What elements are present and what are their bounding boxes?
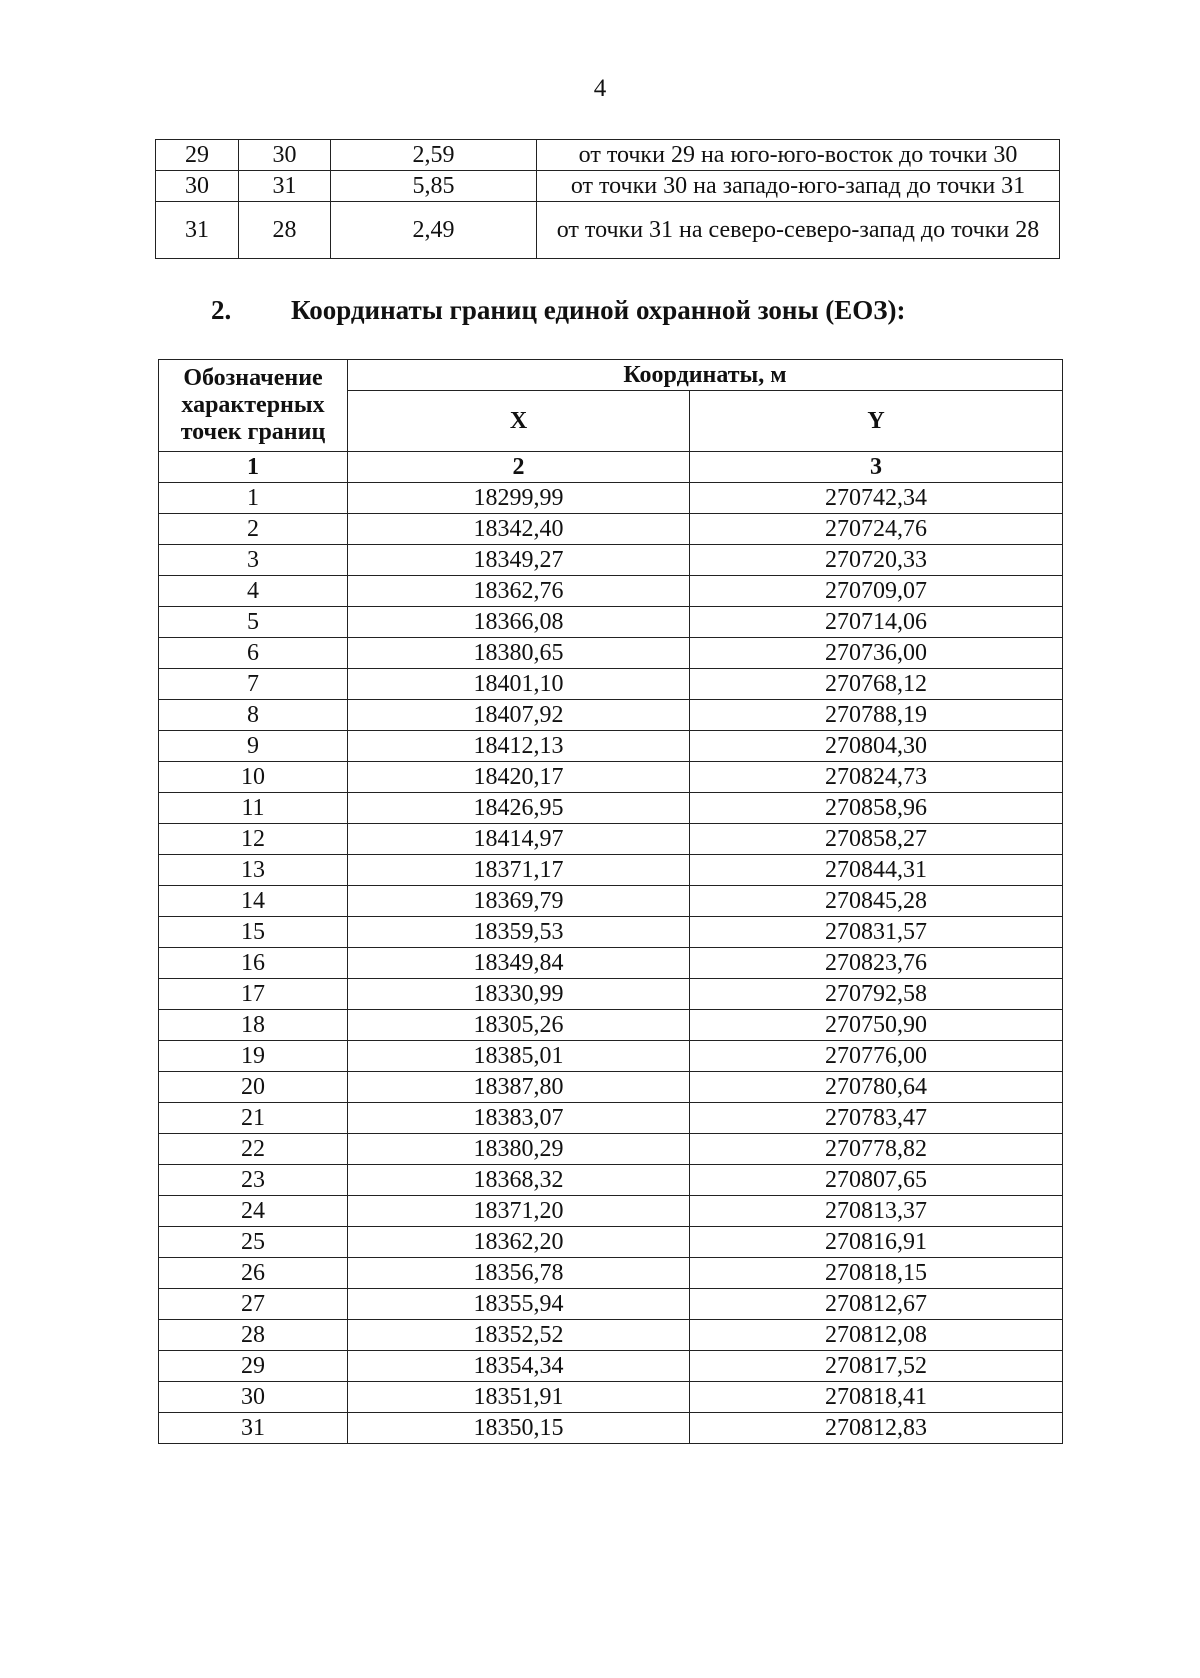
x-coordinate: 18342,40 bbox=[348, 514, 690, 545]
section-number: 2. bbox=[211, 295, 232, 325]
point-number: 13 bbox=[159, 855, 348, 886]
y-coordinate: 270845,28 bbox=[690, 886, 1063, 917]
y-coordinate: 270724,76 bbox=[690, 514, 1063, 545]
point-number: 27 bbox=[159, 1289, 348, 1320]
x-coordinate: 18305,26 bbox=[348, 1010, 690, 1041]
table-row bbox=[159, 514, 1063, 545]
x-coordinate: 18380,65 bbox=[348, 638, 690, 669]
point-number: 3 bbox=[159, 545, 348, 576]
x-coordinate: 18355,94 bbox=[348, 1289, 690, 1320]
point-number: 28 bbox=[159, 1320, 348, 1351]
point-number: 12 bbox=[159, 824, 348, 855]
point-number: 4 bbox=[159, 576, 348, 607]
point-number: 24 bbox=[159, 1196, 348, 1227]
table-row bbox=[159, 1103, 1063, 1134]
point-number: 2 bbox=[159, 514, 348, 545]
point-number: 8 bbox=[159, 700, 348, 731]
y-coordinate: 270823,76 bbox=[690, 948, 1063, 979]
point-number: 7 bbox=[159, 669, 348, 700]
coordinates-header: Координаты, м bbox=[348, 360, 1063, 391]
x-coordinate: 18368,32 bbox=[348, 1165, 690, 1196]
column-number: 1 bbox=[159, 452, 348, 483]
designation-header: Обозначение характерных точек границ bbox=[159, 360, 348, 452]
y-header: Y bbox=[690, 391, 1063, 452]
y-coordinate: 270780,64 bbox=[690, 1072, 1063, 1103]
x-coordinate: 18366,08 bbox=[348, 607, 690, 638]
table-row bbox=[156, 202, 1060, 259]
segment-description: от точки 29 на юго-юго-восток до точки 30 bbox=[537, 140, 1060, 171]
x-coordinate: 18349,27 bbox=[348, 545, 690, 576]
point-number: 18 bbox=[159, 1010, 348, 1041]
x-coordinate: 18356,78 bbox=[348, 1258, 690, 1289]
segment-from: 30 bbox=[156, 171, 239, 202]
segment-from: 31 bbox=[156, 202, 239, 259]
table-row bbox=[159, 700, 1063, 731]
y-coordinate: 270824,73 bbox=[690, 762, 1063, 793]
segment-description: от точки 30 на западо-юго-запад до точки 31 bbox=[537, 171, 1060, 202]
y-coordinate: 270812,83 bbox=[690, 1413, 1063, 1444]
table-row bbox=[159, 1413, 1063, 1444]
table-row bbox=[159, 576, 1063, 607]
x-coordinate: 18349,84 bbox=[348, 948, 690, 979]
x-coordinate: 18354,34 bbox=[348, 1351, 690, 1382]
table-row bbox=[159, 669, 1063, 700]
table-row bbox=[159, 545, 1063, 576]
table-row bbox=[159, 483, 1063, 514]
x-coordinate: 18350,15 bbox=[348, 1413, 690, 1444]
coordinates-body bbox=[159, 483, 1063, 1444]
segment-length: 5,85 bbox=[331, 171, 537, 202]
point-number: 10 bbox=[159, 762, 348, 793]
x-coordinate: 18330,99 bbox=[348, 979, 690, 1010]
segment-length: 2,49 bbox=[331, 202, 537, 259]
table-row bbox=[159, 1382, 1063, 1413]
table-row bbox=[159, 762, 1063, 793]
table-row bbox=[159, 1165, 1063, 1196]
y-coordinate: 270736,00 bbox=[690, 638, 1063, 669]
y-coordinate: 270783,47 bbox=[690, 1103, 1063, 1134]
point-number: 9 bbox=[159, 731, 348, 762]
column-numbers-row bbox=[159, 452, 1063, 483]
point-number: 6 bbox=[159, 638, 348, 669]
section-title: Координаты границ единой охранной зоны (ЕОЗ): bbox=[291, 295, 906, 325]
point-number: 11 bbox=[159, 793, 348, 824]
y-coordinate: 270812,08 bbox=[690, 1320, 1063, 1351]
table-row bbox=[159, 1010, 1063, 1041]
table-row bbox=[159, 1196, 1063, 1227]
table-row bbox=[156, 171, 1060, 202]
point-number: 26 bbox=[159, 1258, 348, 1289]
y-coordinate: 270844,31 bbox=[690, 855, 1063, 886]
point-number: 1 bbox=[159, 483, 348, 514]
y-coordinate: 270709,07 bbox=[690, 576, 1063, 607]
y-coordinate: 270742,34 bbox=[690, 483, 1063, 514]
x-coordinate: 18352,52 bbox=[348, 1320, 690, 1351]
column-number: 2 bbox=[348, 452, 690, 483]
y-coordinate: 270778,82 bbox=[690, 1134, 1063, 1165]
column-number: 3 bbox=[690, 452, 1063, 483]
table-row bbox=[159, 1227, 1063, 1258]
point-number: 14 bbox=[159, 886, 348, 917]
x-coordinate: 18420,17 bbox=[348, 762, 690, 793]
table-row bbox=[159, 824, 1063, 855]
table-row bbox=[159, 1041, 1063, 1072]
x-coordinate: 18359,53 bbox=[348, 917, 690, 948]
table-row bbox=[159, 886, 1063, 917]
table-row bbox=[159, 607, 1063, 638]
y-coordinate: 270804,30 bbox=[690, 731, 1063, 762]
y-coordinate: 270813,37 bbox=[690, 1196, 1063, 1227]
coordinates-table bbox=[158, 359, 1063, 1444]
point-number: 17 bbox=[159, 979, 348, 1010]
point-number: 23 bbox=[159, 1165, 348, 1196]
segment-from: 29 bbox=[156, 140, 239, 171]
x-coordinate: 18407,92 bbox=[348, 700, 690, 731]
y-coordinate: 270807,65 bbox=[690, 1165, 1063, 1196]
y-coordinate: 270768,12 bbox=[690, 669, 1063, 700]
y-coordinate: 270818,15 bbox=[690, 1258, 1063, 1289]
point-number: 15 bbox=[159, 917, 348, 948]
x-coordinate: 18299,99 bbox=[348, 483, 690, 514]
x-coordinate: 18362,20 bbox=[348, 1227, 690, 1258]
point-number: 31 bbox=[159, 1413, 348, 1444]
table-row bbox=[159, 1258, 1063, 1289]
table-row bbox=[159, 638, 1063, 669]
y-coordinate: 270831,57 bbox=[690, 917, 1063, 948]
point-number: 22 bbox=[159, 1134, 348, 1165]
y-coordinate: 270858,96 bbox=[690, 793, 1063, 824]
y-coordinate: 270812,67 bbox=[690, 1289, 1063, 1320]
x-coordinate: 18383,07 bbox=[348, 1103, 690, 1134]
point-number: 29 bbox=[159, 1351, 348, 1382]
point-number: 16 bbox=[159, 948, 348, 979]
y-coordinate: 270816,91 bbox=[690, 1227, 1063, 1258]
x-coordinate: 18401,10 bbox=[348, 669, 690, 700]
point-number: 25 bbox=[159, 1227, 348, 1258]
point-number: 19 bbox=[159, 1041, 348, 1072]
table-row bbox=[159, 731, 1063, 762]
x-coordinate: 18369,79 bbox=[348, 886, 690, 917]
y-coordinate: 270776,00 bbox=[690, 1041, 1063, 1072]
y-coordinate: 270858,27 bbox=[690, 824, 1063, 855]
x-coordinate: 18426,95 bbox=[348, 793, 690, 824]
point-number: 30 bbox=[159, 1382, 348, 1413]
segment-to: 28 bbox=[239, 202, 331, 259]
x-coordinate: 18380,29 bbox=[348, 1134, 690, 1165]
y-coordinate: 270714,06 bbox=[690, 607, 1063, 638]
x-coordinate: 18412,13 bbox=[348, 731, 690, 762]
header-row bbox=[159, 360, 1063, 391]
x-coordinate: 18387,80 bbox=[348, 1072, 690, 1103]
y-coordinate: 270720,33 bbox=[690, 545, 1063, 576]
point-number: 20 bbox=[159, 1072, 348, 1103]
segment-to: 30 bbox=[239, 140, 331, 171]
x-coordinate: 18414,97 bbox=[348, 824, 690, 855]
table-row bbox=[159, 1289, 1063, 1320]
table-row bbox=[159, 1072, 1063, 1103]
segments-table bbox=[155, 139, 1060, 259]
x-header: X bbox=[348, 391, 690, 452]
segment-length: 2,59 bbox=[331, 140, 537, 171]
section-heading bbox=[211, 295, 906, 326]
segment-to: 31 bbox=[239, 171, 331, 202]
table-row bbox=[159, 855, 1063, 886]
x-coordinate: 18371,20 bbox=[348, 1196, 690, 1227]
table-row bbox=[159, 948, 1063, 979]
y-coordinate: 270750,90 bbox=[690, 1010, 1063, 1041]
y-coordinate: 270818,41 bbox=[690, 1382, 1063, 1413]
x-coordinate: 18351,91 bbox=[348, 1382, 690, 1413]
table-row bbox=[159, 917, 1063, 948]
y-coordinate: 270788,19 bbox=[690, 700, 1063, 731]
y-coordinate: 270792,58 bbox=[690, 979, 1063, 1010]
table-row bbox=[159, 1320, 1063, 1351]
page-number: 4 bbox=[593, 75, 607, 102]
x-coordinate: 18362,76 bbox=[348, 576, 690, 607]
x-coordinate: 18371,17 bbox=[348, 855, 690, 886]
point-number: 5 bbox=[159, 607, 348, 638]
table-row bbox=[159, 979, 1063, 1010]
table-row bbox=[159, 1134, 1063, 1165]
point-number: 21 bbox=[159, 1103, 348, 1134]
x-coordinate: 18385,01 bbox=[348, 1041, 690, 1072]
table-row bbox=[159, 793, 1063, 824]
segment-description: от точки 31 на северо-северо-запад до точки 28 bbox=[537, 202, 1060, 259]
table-row bbox=[159, 1351, 1063, 1382]
table-row bbox=[156, 140, 1060, 171]
y-coordinate: 270817,52 bbox=[690, 1351, 1063, 1382]
